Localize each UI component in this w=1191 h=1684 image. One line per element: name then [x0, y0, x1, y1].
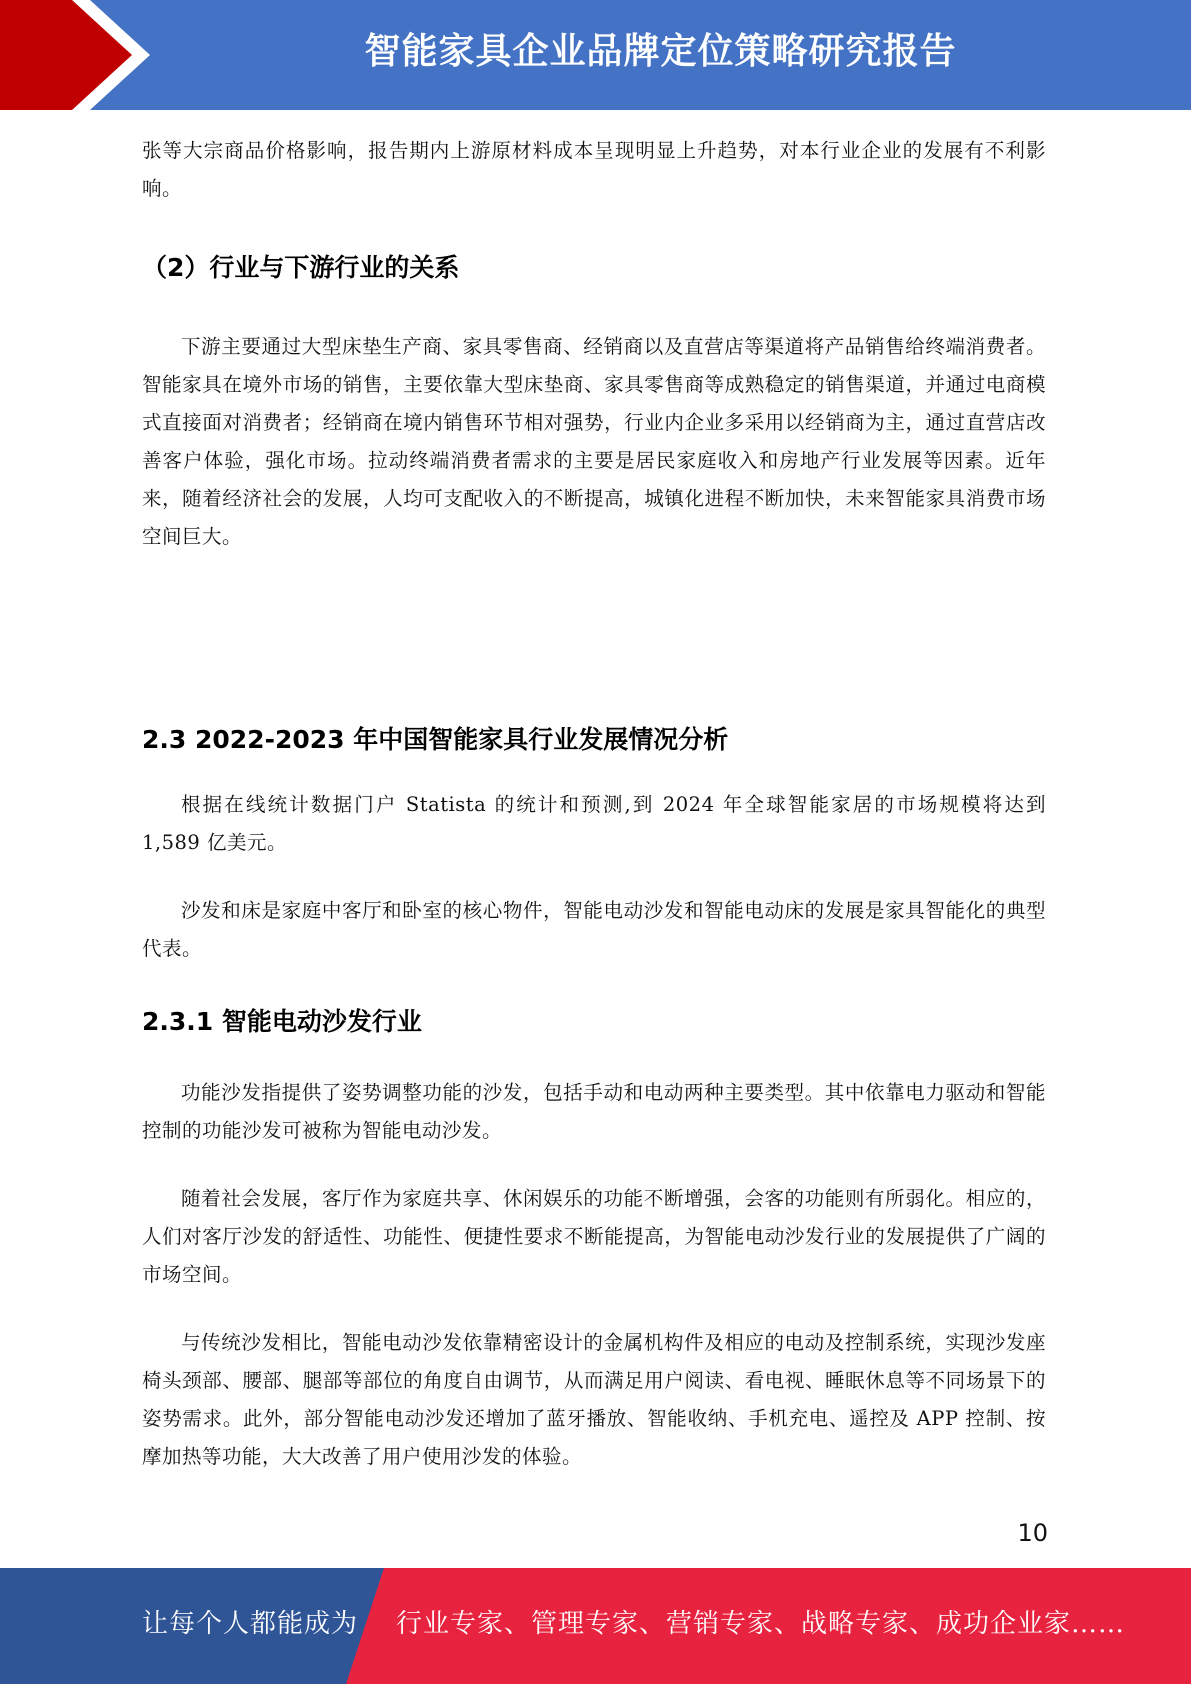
footer-slogan-left: 让每个人都能成为 — [142, 1609, 359, 1639]
report-title: 智能家具企业品牌定位策略研究报告 — [364, 31, 957, 72]
page-header — [0, 0, 1191, 110]
paragraph-carryover: 张等大宗商品价格影响，报告期内上游原材料成本呈现明显上升趋势，对本行业企业的发展有不利影响。 — [142, 139, 1046, 200]
page-number: 10 — [1017, 1519, 1048, 1547]
paragraph-downstream: 下游主要通过大型床垫生产商、家具零售商、经销商以及直营店等渠道将产品销售给终端消费者。智能家具在境外市场的销售，主要依靠大型床垫商、家具零售商等成熟稳定的销售渠道，并通过电商模式直接面对消费者；经销商在境内销售环节相对强势，行业内企业多采用以经销商为主，通过直营店改善客户体验，强化市场。拉动终端消费者需求的主要是居民家庭收入和房地产行业发展等因素。近年来，随着经济社会的发展，人均可支配收入的不断提高，城镇化进程不断加快，未来智能家具消费市场空间巨大。 — [142, 335, 1046, 548]
document-body — [142, 132, 1046, 1476]
heading-section-2-3-1: 2.3.1 智能电动沙发行业 — [142, 1007, 422, 1036]
paragraph-comparison: 与传统沙发相比，智能电动沙发依靠精密设计的金属机构件及相应的电动及控制系统，实现沙发座椅头颈部、腰部、腿部等部位的角度自由调节，从而满足用户阅读、看电视、睡眠休息等不同场景下的姿势需求。此外，部分智能电动沙发还增加了蓝牙播放、智能收纳、手机充电、遥控及 APP 控制、按摩加热等功能，大大改善了用户使用沙发的体验。 — [142, 1331, 1046, 1468]
paragraph-society: 随着社会发展，客厅作为家庭共享、休闲娱乐的功能不断增强，会客的功能则有所弱化。相应的，人们对客厅沙发的舒适性、功能性、便捷性要求不断能提高，为智能电动沙发行业的发展提供了广阔的市场空间。 — [142, 1187, 1046, 1286]
footer-slogan-right: 行业专家、管理专家、营销专家、战略专家、成功企业家…… — [396, 1609, 1126, 1639]
paragraph-function-sofa: 功能沙发指提供了姿势调整功能的沙发，包括手动和电动两种主要类型。其中依靠电力驱动和智能控制的功能沙发可被称为智能电动沙发。 — [142, 1081, 1046, 1142]
heading-downstream-relation: （2）行业与下游行业的关系 — [142, 253, 460, 282]
paragraph-statista: 根据在线统计数据门户 Statista 的统计和预测,到 2024 年全球智能家居的市场规模将达到 1,589 亿美元。 — [142, 793, 1046, 854]
page-footer — [0, 1568, 1191, 1684]
heading-section-2-3: 2.3 2022-2023 年中国智能家具行业发展情况分析 — [142, 725, 729, 754]
paragraph-sofa-bed: 沙发和床是家庭中客厅和卧室的核心物件，智能电动沙发和智能电动床的发展是家具智能化的典型代表。 — [142, 899, 1046, 960]
